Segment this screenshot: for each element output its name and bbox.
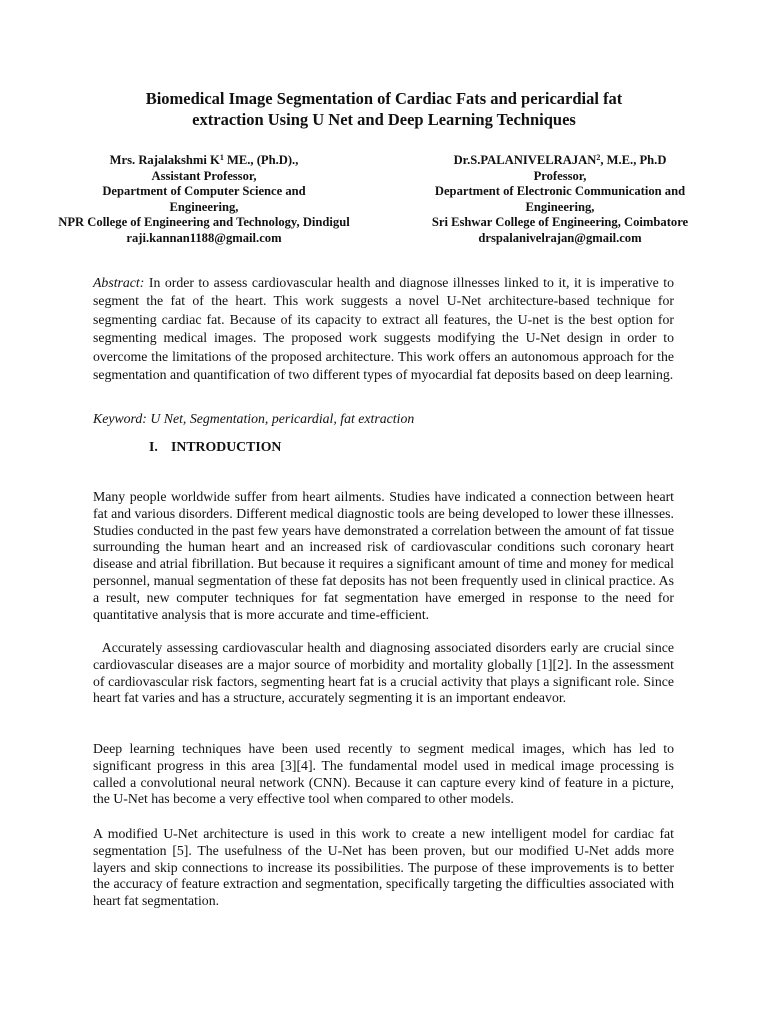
- body-paragraph: Accurately assessing cardiovascular health and diagnosing associated disorders early are crucial since cardiovascular diseases are a major source of morbidity and mortality globally [1][2]. In the assessment of cardiovascular risk factors, segmenting heart fat is a crucial activity that plays a significant role. Since heart fat varies and has a structure, accurately segmenting it is an important endeavor.: [93, 640, 674, 706]
- body-paragraph: Many people worldwide suffer from heart ailments. Studies have indicated a connection between heart fat and various disorders. Different medical diagnostic tools are being developed to lower these illnesses. Studies conducted in the past few years have demonstrated a correlation between the amount of fat tissue surrounding the human heart and an increased risk of cardiovascular conditions such coronary heart disease and atrial fibrillation. But because it requires a significant amount of time and money for medical personnel, manual segmentation of these fat deposits has not been frequently used in clinical practice. As a result, new computer techniques for fat segmentation have emerged in response to the need for quantitative analysis that is more accurate and time-efficient.: [93, 489, 674, 622]
- author-affiliation-number: 2: [596, 153, 601, 162]
- author-institution: NPR College of Engineering and Technology, Dindigul: [58, 215, 350, 230]
- author-email: drspalanivelrajan@gmail.com: [478, 230, 642, 245]
- author-department: Department of Electronic Communication and: [434, 184, 686, 199]
- author-designation: Professor,: [533, 168, 587, 183]
- section-heading: [149, 438, 281, 456]
- author-affiliation-number: 1: [219, 153, 224, 162]
- paper-title: [60, 88, 708, 130]
- author-block-2: [384, 153, 736, 247]
- author-institution: Sri Eshwar College of Engineering, Coimbatore: [431, 215, 689, 230]
- author-department: Department of Computer Science and: [102, 184, 306, 199]
- author-designation: Assistant Professor,: [151, 168, 257, 183]
- title-line-2: extraction Using U Net and Deep Learning Techniques: [192, 110, 576, 129]
- body-paragraph: A modified U-Net architecture is used in this work to create a new intelligent model for cardiac fat segmentation [5]. The usefulness of the U-Net has been proven, but our modified U-Net adds more layers and skip connections to increase its possibilities. The purpose of these improvements is to better the accuracy of feature extraction and segmentation, specifically targeting the difficulties associated with heart fat segmentation.: [93, 826, 674, 909]
- author-email: raji.kannan1188@gmail.com: [126, 230, 282, 245]
- title-line-1: Biomedical Image Segmentation of Cardiac Fats and pericardial fat: [145, 89, 623, 108]
- author-department-cont: Engineering,: [169, 199, 239, 214]
- author-name: Mrs. Rajalakshmi $K^1$ ME., (Ph.D).,: [109, 153, 299, 167]
- author-name: Dr.S.PALANIVELRAJAN$^2$, M.E., Ph.D: [453, 153, 667, 167]
- author-department-cont: Engineering,: [525, 199, 595, 214]
- abstract: [93, 274, 674, 384]
- keywords: Keyword: U Net, Segmentation, pericardial, fat extraction: [93, 411, 415, 426]
- section-number: I.: [149, 439, 158, 454]
- body-paragraph: Deep learning techniques have been used recently to segment medical images, which has led to significant progress in this area [3][4]. The fundamental model used in medical image processing is called a convolutional neural network (CNN). Because it can capture every kind of feature in a picture, the U-Net has become a very effective tool when compared to other models.: [93, 741, 674, 807]
- author-block-1: [24, 153, 384, 247]
- abstract-label: Abstract:: [93, 275, 145, 290]
- section-title: INTRODUCTION: [171, 439, 282, 454]
- abstract-text: In order to assess cardiovascular health and diagnose illnesses linked to it, it is imperative to segment the fat of the heart. This work suggests a novel U-Net architecture-based technique for segmenting cardiac fat. Because of its capacity to extract all features, the U-net is the best option for segmenting medical images. The proposed work suggests modifying the U-Net design in order to overcome the limitations of the proposed architecture. This work offers an autonomous approach for the segmentation and quantification of two different types of myocardial fat deposits based on deep learning.: [93, 275, 675, 383]
